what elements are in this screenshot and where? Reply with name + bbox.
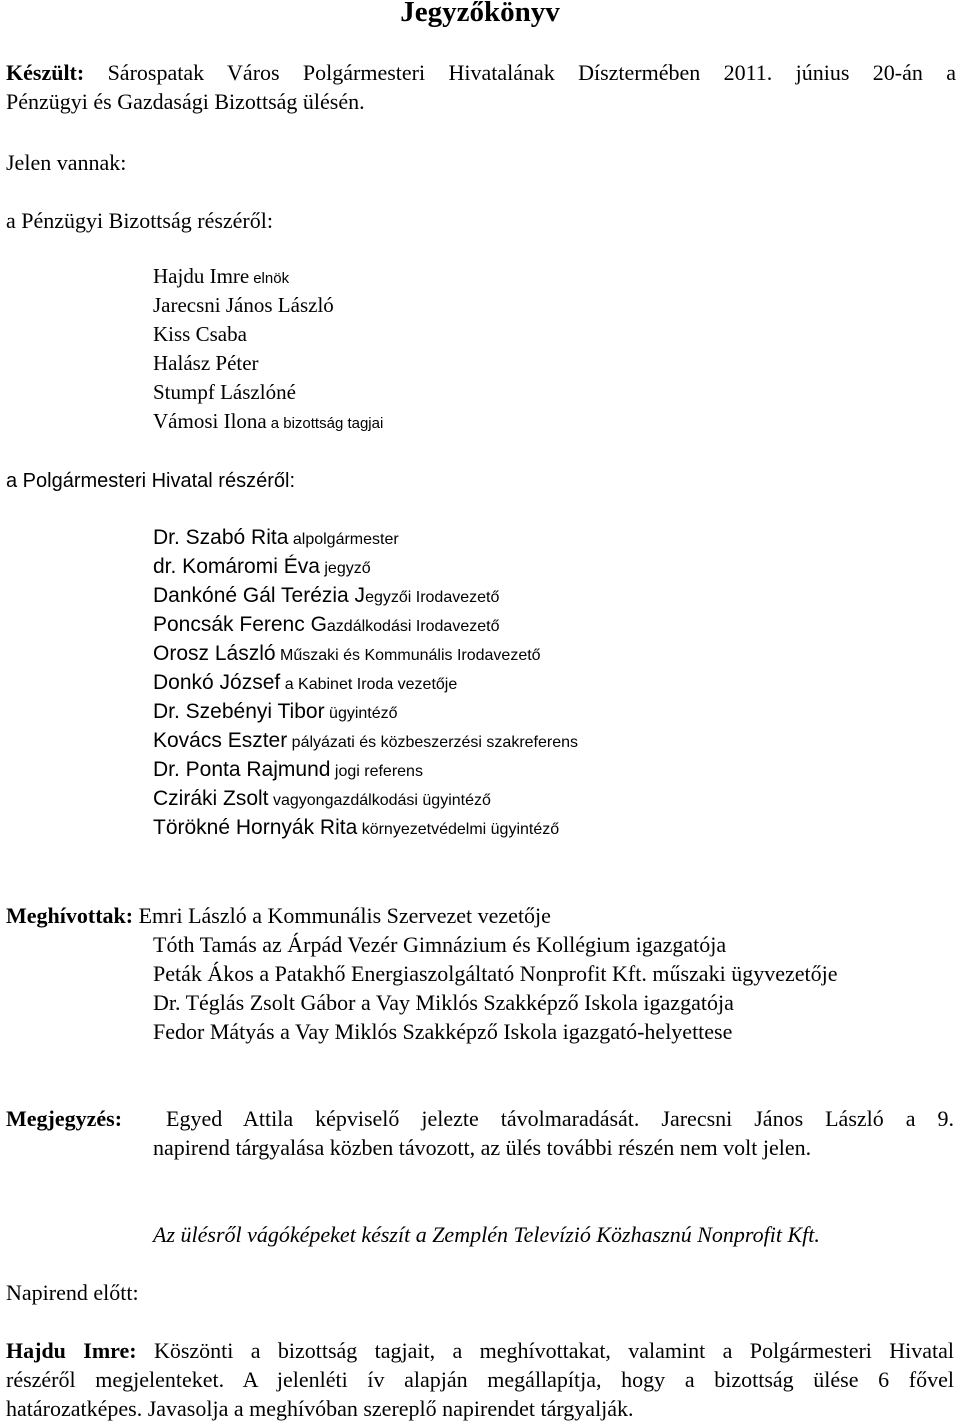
committee-member [153, 293, 334, 318]
member-role: azdálkodási Irodavezető [326, 618, 500, 635]
invited-line [6, 901, 551, 930]
note-line-1 [6, 1104, 954, 1133]
member-name: Orosz László [153, 642, 276, 665]
member-role: ügyintéző [329, 705, 398, 722]
speech-line-3: határozatképes. Javasolja a meghívóban szereplő napirendet tárgyalják. [6, 1396, 634, 1421]
office-heading: a Polgármesteri Hivatal részéről: [6, 470, 295, 492]
member-role: pályázati és közbeszerzési szakreferens [291, 734, 579, 751]
office-member [153, 526, 399, 550]
speech-line-2: részéről megjelenteket. A jelenléti ív alapján megállapítja, hogy a bizottság ülése 6 fővel [6, 1367, 954, 1392]
office-member [153, 642, 541, 666]
committee-member [153, 264, 289, 289]
recording-note: Az ülésről vágóképeket készít a Zemplén Televízió Közhasznú Nonprofit Kft. [153, 1222, 820, 1247]
intro-line-1 [6, 58, 956, 87]
invited-person: Peták Ákos a Patakhő Energiaszolgáltató Nonprofit Kft. műszaki ügyvezetője [153, 961, 838, 986]
office-member [153, 555, 371, 579]
note-label: Megjegyzés: [6, 1106, 123, 1131]
member-name: Vámosi Ilona [153, 409, 267, 433]
member-role: vagyongazdálkodási ügyintéző [272, 792, 491, 809]
committee-member [153, 380, 296, 405]
invited-person: Tóth Tamás az Árpád Vezér Gimnázium és Kollégium igazgatója [153, 932, 727, 957]
note-line-2: napirend tárgyalása közben távozott, az ülés további részén nem volt jelen. [153, 1135, 812, 1160]
invited-person: Emri László a Kommunális Szervezet vezetője [138, 903, 551, 928]
member-name: Jarecsni János László [153, 293, 334, 317]
committee-member [153, 409, 383, 434]
page-title: Jegyzőkönyv [400, 0, 560, 28]
member-role: egyzői Irodavezető [365, 589, 500, 606]
intro-label: Készült: [6, 60, 85, 85]
office-member [153, 700, 398, 724]
member-name: Hajdu Imre [153, 264, 250, 288]
member-name: Dr. Szabó Rita [153, 526, 289, 549]
office-member [153, 671, 457, 695]
member-name: Dr. Ponta Rajmund [153, 758, 331, 781]
invited-label: Meghívottak: [6, 903, 134, 928]
member-name: Stumpf Lászlóné [153, 380, 296, 404]
intro-text-1: Sárospatak Város Polgármesteri Hivatalának Dísztermében 2011. június 20-án a [107, 60, 956, 85]
member-role: a bizottság tagjai [270, 415, 384, 432]
member-role: környezetvédelmi ügyintéző [361, 821, 560, 838]
member-role: elnök [253, 270, 290, 287]
invited-person: Dr. Téglás Zsolt Gábor a Vay Miklós Szakképző Iskola igazgatója [153, 990, 734, 1015]
present-heading: Jelen vannak: [6, 150, 127, 175]
member-name: Cziráki Zsolt [153, 787, 269, 810]
member-role: Műszaki és Kommunális Irodavezető [280, 647, 541, 664]
office-member [153, 613, 499, 637]
member-name: Halász Péter [153, 351, 259, 375]
office-member [153, 787, 491, 811]
member-name: Poncsák Ferenc G [153, 613, 327, 636]
member-name: Dr. Szebényi Tibor [153, 700, 325, 723]
member-name: Dankóné Gál Terézia J [153, 584, 366, 607]
office-member [153, 584, 499, 608]
member-name: Donkó József [153, 671, 281, 694]
office-member [153, 729, 578, 753]
agenda-heading: Napirend előtt: [6, 1280, 139, 1305]
member-role: jogi referens [334, 763, 423, 780]
member-name: Kiss Csaba [153, 322, 247, 346]
member-role: alpolgármester [292, 531, 399, 548]
office-member [153, 816, 559, 840]
speaker-name: Hajdu Imre: [6, 1338, 137, 1363]
member-role: jegyző [324, 560, 371, 577]
member-name: dr. Komáromi Éva [153, 555, 320, 578]
speech-line-1 [6, 1336, 954, 1365]
committee-heading: a Pénzügyi Bizottság részéről: [6, 208, 273, 233]
member-name: Kovács Eszter [153, 729, 288, 752]
invited-person: Fedor Mátyás a Vay Miklós Szakképző Iskola igazgató-helyettese [153, 1019, 733, 1044]
office-member [153, 758, 423, 782]
committee-member [153, 351, 259, 376]
member-name: Törökné Hornyák Rita [153, 816, 358, 839]
speech-text-1: Köszönti a bizottság tagjait, a meghívottakat, valamint a Polgármesteri Hivatal [153, 1338, 955, 1363]
note-text-1: Egyed Attila képviselő jelezte távolmaradását. Jarecsni János László a 9. [166, 1106, 954, 1131]
committee-member [153, 322, 247, 347]
intro-line-2: Pénzügyi és Gazdasági Bizottság ülésén. [6, 89, 365, 114]
member-role: a Kabinet Iroda vezetője [284, 676, 458, 693]
